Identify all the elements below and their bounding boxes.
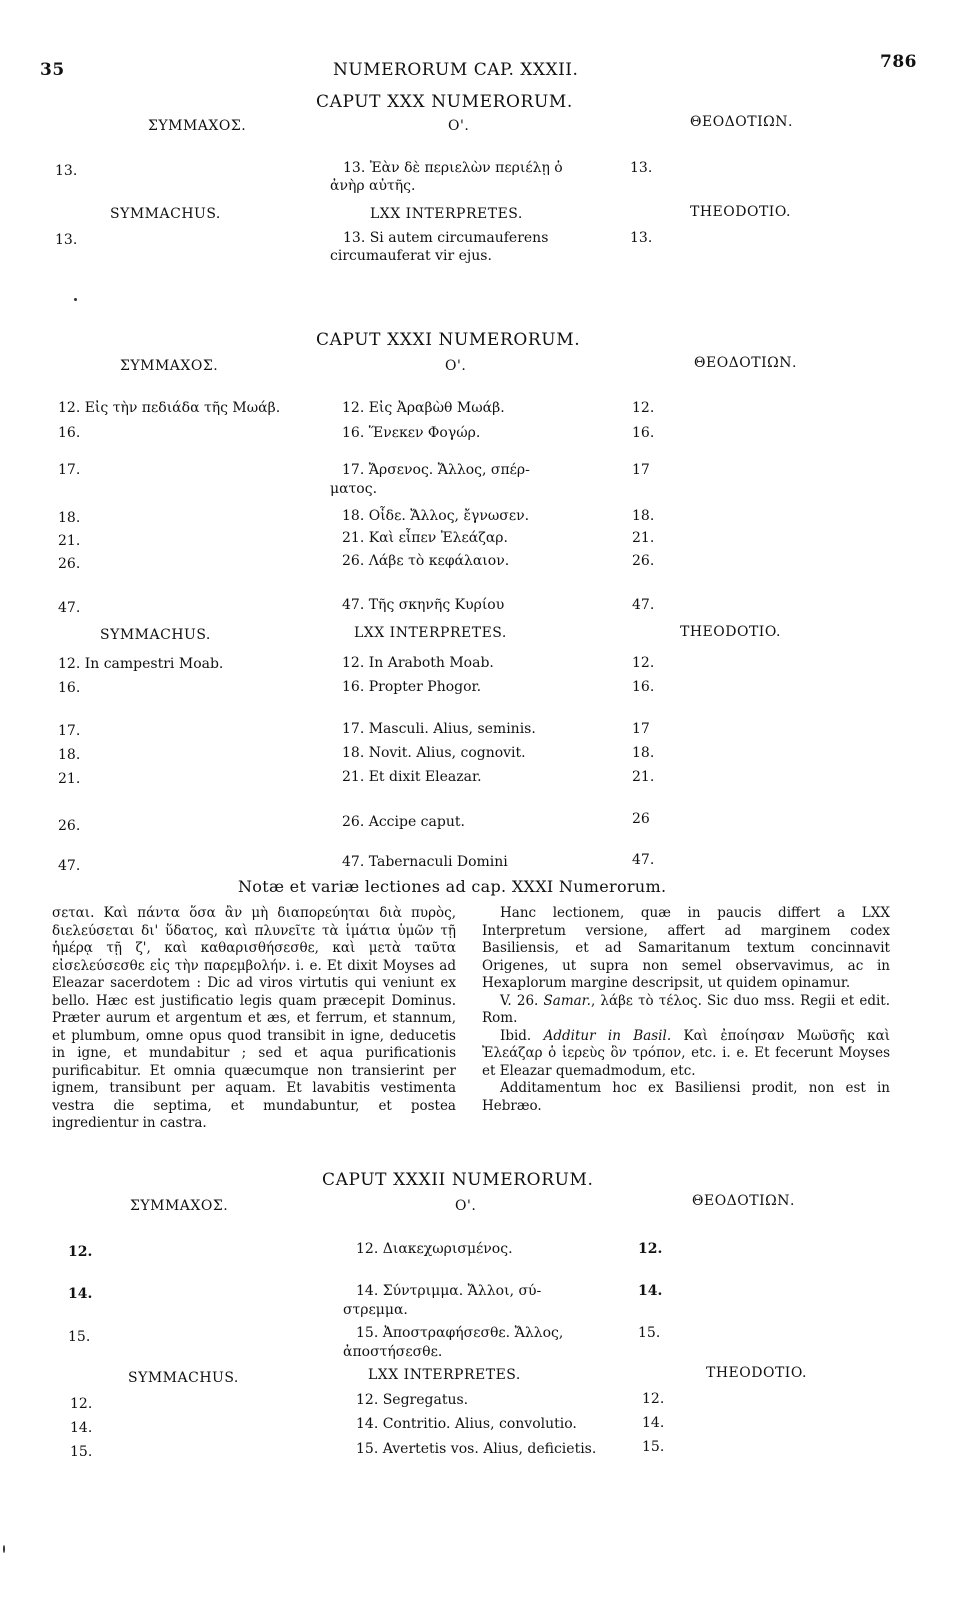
- verse-number: 47.: [58, 858, 81, 874]
- verse-number: 26.: [58, 818, 81, 834]
- cap32-col-lxx-la: LXX INTERPRETES.: [368, 1367, 521, 1383]
- verse-number: 16.: [58, 680, 81, 696]
- lxx-reading: 21. Et dixit Eleazar.: [342, 769, 482, 785]
- lxx-reading: 12. In Araboth Moab.: [342, 655, 494, 671]
- verse-number: 15.: [638, 1325, 661, 1341]
- lxx-reading: 18. Novit. Alius, cognovit.: [342, 745, 526, 761]
- chapter-30-title: CAPUT XXX NUMERORUM.: [316, 92, 573, 112]
- notes-right-paragraph: Additamentum hoc ex Basiliensi prodit, non est in Hebræo.: [482, 1080, 890, 1114]
- lxx-reading: 21. Καὶ εἶπεν Ἐλεάζαρ.: [342, 530, 508, 546]
- verse-number: 26: [632, 811, 650, 827]
- lxx-reading-cont: ἀποστήσεσθε.: [343, 1344, 443, 1360]
- verse-number: 12.: [632, 400, 655, 416]
- cap30-col-symmachus-la: SYMMACHUS.: [110, 206, 221, 222]
- lxx-reading: 12. Εἰς Ἀραβὼθ Μωάβ.: [342, 400, 505, 416]
- lxx-reading: 14. Σύντριμμα. Ἄλλοι, σύ-: [356, 1283, 542, 1299]
- lxx-reading: 17. Masculi. Alius, seminis.: [342, 721, 536, 737]
- symmachus-reading: 12. Εἰς τὴν πεδιάδα τῆς Μωάβ.: [58, 400, 281, 416]
- verse-number: 18.: [632, 745, 655, 761]
- lxx-reading-cont: ἀνὴρ αὐτῆς.: [330, 178, 416, 194]
- verse-number: 13.: [55, 163, 78, 179]
- chapter-31-title: CAPUT XXXI NUMERORUM.: [316, 330, 581, 350]
- cap30-col-symmachus-gr: ΣΥΜΜΑΧΟΣ.: [148, 118, 247, 134]
- verse-number: 21.: [632, 530, 655, 546]
- print-speck: [3, 1545, 5, 1553]
- verse-number: 12.: [68, 1244, 93, 1260]
- verse-number: 47.: [58, 600, 81, 616]
- verse-number: 18.: [632, 508, 655, 524]
- verse-number: 15.: [642, 1439, 665, 1455]
- lxx-reading: 15. Ἀποστραφήσεσθε. Ἄλλος,: [356, 1325, 564, 1341]
- verse-number: 21.: [58, 533, 81, 549]
- verse-number: 12.: [638, 1241, 663, 1257]
- verse-number: 18.: [58, 510, 81, 526]
- verse-number: 17: [632, 721, 650, 737]
- verse-number: 14.: [68, 1286, 93, 1302]
- note-source: Samar.: [543, 992, 591, 1009]
- lxx-reading: 13. Si autem circumauferens: [343, 230, 549, 246]
- cap31-col-symmachus-gr: ΣΥΜΜΑΧΟΣ.: [120, 358, 219, 374]
- verse-number: 13.: [630, 160, 653, 176]
- cap31-col-theodotion-gr: ΘΕΟΔΟΤΙΩΝ.: [694, 355, 797, 371]
- cap32-col-lxx-gr: Ο'.: [455, 1198, 477, 1214]
- verse-number: 13.: [55, 232, 78, 248]
- verse-number: 13.: [630, 230, 653, 246]
- verse-number: 17: [632, 462, 650, 478]
- notes-left-column: [52, 905, 456, 1133]
- verse-number: 16.: [58, 425, 81, 441]
- lxx-reading-cont: ματος.: [330, 481, 378, 497]
- lxx-reading: 16. Ἕνεκεν Φογώρ.: [342, 425, 481, 441]
- verse-number: 17.: [58, 723, 81, 739]
- cap32-col-theodotion-gr: ΘΕΟΔΟΤΙΩΝ.: [692, 1193, 795, 1209]
- cap31-col-theodotio-la: THEODOTIO.: [680, 624, 781, 640]
- verse-number: 12.: [642, 1391, 665, 1407]
- verse-number: 17.: [58, 462, 81, 478]
- verse-number: 12.: [70, 1396, 93, 1412]
- lxx-reading: 13. Ἐὰν δὲ περιελὼν περιέλῃ ὁ: [343, 160, 563, 176]
- notes-right-column: [482, 905, 890, 1115]
- notes-left-text: σεται. Καὶ πάντα ὅσα ἂν μὴ διαπορεύηται διὰ πυρὸς, διελεύσεται δι' ὕδατος, καὶ πλυνεῖτε τὰ ἱμάτια ὑμῶν τῇ ἡμέρᾳ τῇ ζ', καὶ καθαρισθήσεσθε, καὶ μετὰ ταῦτα εἰσελεύσεσθε εἰς τὴν παρεμβολήν. i. e. Et dixit Moyses ad Eleazar sacerdotem : Dic ad viros virtutis qui veniunt ex bello. Hæc est justificatio legis quam præcepit Dominus. Præter aurum et argentum et æs, et ferrum, et stannum, et plumbum, omne opus quod transibit in igne, deducetis in igne, et mundabitur ; sed et aqua purificationis purificabitur. Et omnia quæcumque non transierint per ignem, transibunt per aquam. Et lavabitis vestimenta vestra die septima, et mundabuntur, et postea ingredientur in castra.: [52, 905, 456, 1131]
- verse-number: 47.: [632, 852, 655, 868]
- symmachus-reading: 12. In campestri Moab.: [58, 656, 224, 672]
- lxx-reading: 12. Segregatus.: [356, 1392, 469, 1408]
- cap30-col-theodotion-gr: ΘΕΟΔΟΤΙΩΝ.: [690, 114, 793, 130]
- notes-right-paragraph: Hanc lectionem, quæ in paucis differt a LXX Interpretum versione, affert ad marginem codex Basiliensis, et ad Samaritanum textum concinnavit Origenes, ut supra non semel observavimus, ac in Hexaplorum margine descripsit, ut quidem opinamur.: [482, 905, 890, 991]
- print-speck: [74, 298, 77, 301]
- lxx-reading-cont: στρεμμα.: [343, 1302, 408, 1318]
- note-text: Καὶ ἐποίησαν Μωϋσῆς καὶ Ἐλεάζαρ ὁ ἱερεὺς ὃν τρόπον, etc. i. e. Et fecerunt Moyses et Eleazar quemadmodum, etc.: [482, 1027, 890, 1079]
- cap32-col-symmachus-gr: ΣΥΜΜΑΧΟΣ.: [130, 1198, 229, 1214]
- notes-title: Notæ et variæ lectiones ad cap. XXXI Numerorum.: [238, 877, 667, 896]
- cap32-col-symmachus-la: SYMMACHUS.: [128, 1370, 239, 1386]
- verse-number: 12.: [632, 655, 655, 671]
- verse-number: 16.: [632, 425, 655, 441]
- cap30-col-lxx-gr: Ο'.: [448, 118, 470, 134]
- cap32-col-theodotio-la: THEODOTIO.: [706, 1365, 807, 1381]
- page-number-right: 786: [880, 52, 917, 72]
- lxx-reading: 47. Τῆς σκηνῆς Κυρίου: [342, 597, 505, 613]
- cap31-col-symmachus-la: SYMMACHUS.: [100, 627, 211, 643]
- cap31-col-lxx-la: LXX INTERPRETES.: [354, 625, 507, 641]
- note-ref: Ibid.: [500, 1027, 544, 1044]
- cap30-col-theodotio-la: THEODOTIO.: [690, 204, 791, 220]
- lxx-reading: 18. Οἶδε. Ἄλλος, ἔγνωσεν.: [342, 508, 530, 524]
- note-text: , λάβε τὸ τέλος. Sic duo mss. Regii et edit. Rom.: [482, 992, 891, 1026]
- lxx-reading: 16. Propter Phogor.: [342, 679, 482, 695]
- verse-number: 47.: [632, 597, 655, 613]
- verse-number: 14.: [638, 1283, 663, 1299]
- notes-right-paragraph: [482, 1028, 890, 1081]
- note-ref: V. 26.: [500, 992, 544, 1009]
- lxx-reading: 15. Avertetis vos. Alius, deficietis.: [356, 1441, 597, 1457]
- cap30-col-lxx-la: LXX INTERPRETES.: [370, 206, 523, 222]
- verse-number: 18.: [58, 747, 81, 763]
- verse-number: 14.: [70, 1420, 93, 1436]
- lxx-reading: 26. Λάβε τὸ κεφάλαιον.: [342, 553, 510, 569]
- running-title: NUMERORUM CAP. XXXII.: [333, 60, 579, 80]
- notes-right-paragraph: [482, 993, 890, 1028]
- lxx-reading: 47. Tabernaculi Domini: [342, 854, 508, 870]
- verse-number: 16.: [632, 679, 655, 695]
- verse-number: 21.: [58, 771, 81, 787]
- verse-number: 26.: [632, 553, 655, 569]
- lxx-reading: 17. Ἄρσενος. Ἄλλος, σπέρ-: [342, 462, 530, 478]
- page-number-left: 35: [40, 60, 65, 80]
- cap31-col-lxx-gr: Ο'.: [445, 358, 467, 374]
- lxx-reading-cont: circumauferat vir ejus.: [330, 248, 492, 264]
- note-source: Additur in Basil.: [543, 1027, 672, 1044]
- lxx-reading: 26. Accipe caput.: [342, 814, 465, 830]
- verse-number: 15.: [68, 1329, 91, 1345]
- verse-number: 15.: [70, 1444, 93, 1460]
- verse-number: 14.: [642, 1415, 665, 1431]
- verse-number: 26.: [58, 556, 81, 572]
- chapter-32-title: CAPUT XXXII NUMERORUM.: [322, 1170, 594, 1190]
- lxx-reading: 14. Contritio. Alius, convolutio.: [356, 1416, 577, 1432]
- verse-number: 21.: [632, 769, 655, 785]
- lxx-reading: 12. Διακεχωρισμένος.: [356, 1241, 513, 1257]
